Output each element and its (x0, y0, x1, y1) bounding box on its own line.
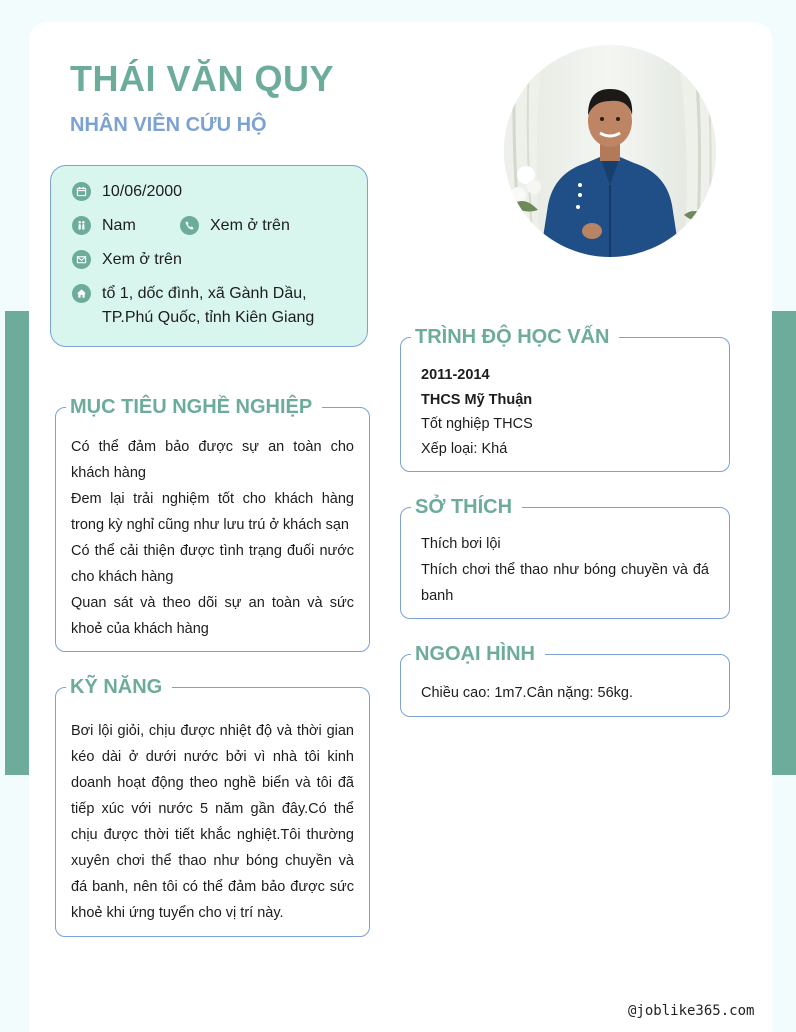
education-title: TRÌNH ĐỘ HỌC VẤN (411, 325, 619, 349)
address-value (102, 282, 314, 330)
education-body (421, 363, 714, 461)
skills-section (55, 687, 370, 937)
career-objective-title: MỤC TIÊU NGHỀ NGHIỆP (66, 395, 322, 419)
education-degree: Tốt nghiệp THCS (421, 416, 533, 432)
education-grade: Xếp loại: Khá (421, 440, 508, 457)
address-line-1: tổ 1, dốc đình, xã Gành Dầu, (102, 285, 307, 302)
phone-row (180, 214, 290, 238)
education-section (400, 337, 730, 472)
objective-list (71, 434, 354, 642)
hobbies-title: SỞ THÍCH (411, 495, 522, 519)
hobbies-list (421, 531, 709, 609)
birthday-value: 10/06/2000 (102, 183, 183, 200)
email-value[interactable]: Xem ở trên (102, 251, 182, 268)
watermark: @joblike365.com (628, 1003, 755, 1019)
appearance-title: NGOẠI HÌNH (411, 642, 545, 666)
gender-row (72, 214, 136, 238)
career-objective-section (55, 407, 370, 652)
profile-photo (504, 45, 716, 257)
calendar-icon (72, 182, 91, 201)
gender-icon (72, 216, 91, 235)
candidate-name: THÁI VĂN QUY (70, 58, 335, 99)
birthday-row (72, 180, 182, 204)
home-icon (72, 284, 91, 303)
objective-item: Quan sát và theo dõi sự an toàn và sức khoẻ của khách hàng (71, 595, 354, 637)
gender-value: Nam (102, 217, 136, 234)
email-row (72, 248, 182, 272)
skills-text: Bơi lội giỏi, chịu được nhiệt độ và thời gian kéo dài ở dưới nước bởi vì nhà tôi kinh doanh hoạt động theo nghề biển và tôi đã tiếp xúc với nước 5 năm gần đây.Có thể chịu được thời tiết khắc nghiệt.Tôi thường xuyên chơi thể thao như bóng chuyền và đá banh, nên tôi có thể đảm bảo được sức khoẻ khi ứng tuyển cho vị trí này. (71, 723, 354, 921)
hobby-item: Thích bơi lội (421, 536, 501, 552)
objective-item: Có thể cải thiện được tình trạng đuối nước cho khách hàng (71, 543, 354, 585)
objective-item: Có thể đảm bảo được sự an toàn cho khách hàng (71, 439, 354, 481)
phone-value[interactable]: Xem ở trên (210, 217, 290, 234)
address-line-2: TP.Phú Quốc, tỉnh Kiên Giang (102, 309, 315, 326)
hobbies-section (400, 507, 730, 619)
job-title: NHÂN VIÊN CỨU HỘ (70, 114, 267, 136)
hobby-item: Thích chơi thể thao như bóng chuyền và đá banh (421, 562, 709, 604)
skills-title: KỸ NĂNG (66, 675, 172, 699)
education-period: 2011-2014 (421, 367, 490, 383)
right-accent-bar (772, 311, 796, 775)
email-icon (72, 250, 91, 269)
education-school: THCS Mỹ Thuận (421, 391, 533, 408)
appearance-text: Chiều cao: 1m7.Cân nặng: 56kg. (421, 685, 633, 701)
address-row (72, 282, 314, 330)
phone-icon (180, 216, 199, 235)
left-accent-bar (5, 311, 29, 775)
objective-item: Đem lại trải nghiệm tốt cho khách hàng trong kỳ nghỉ cũng như lưu trú ở khách sạn (71, 491, 354, 533)
